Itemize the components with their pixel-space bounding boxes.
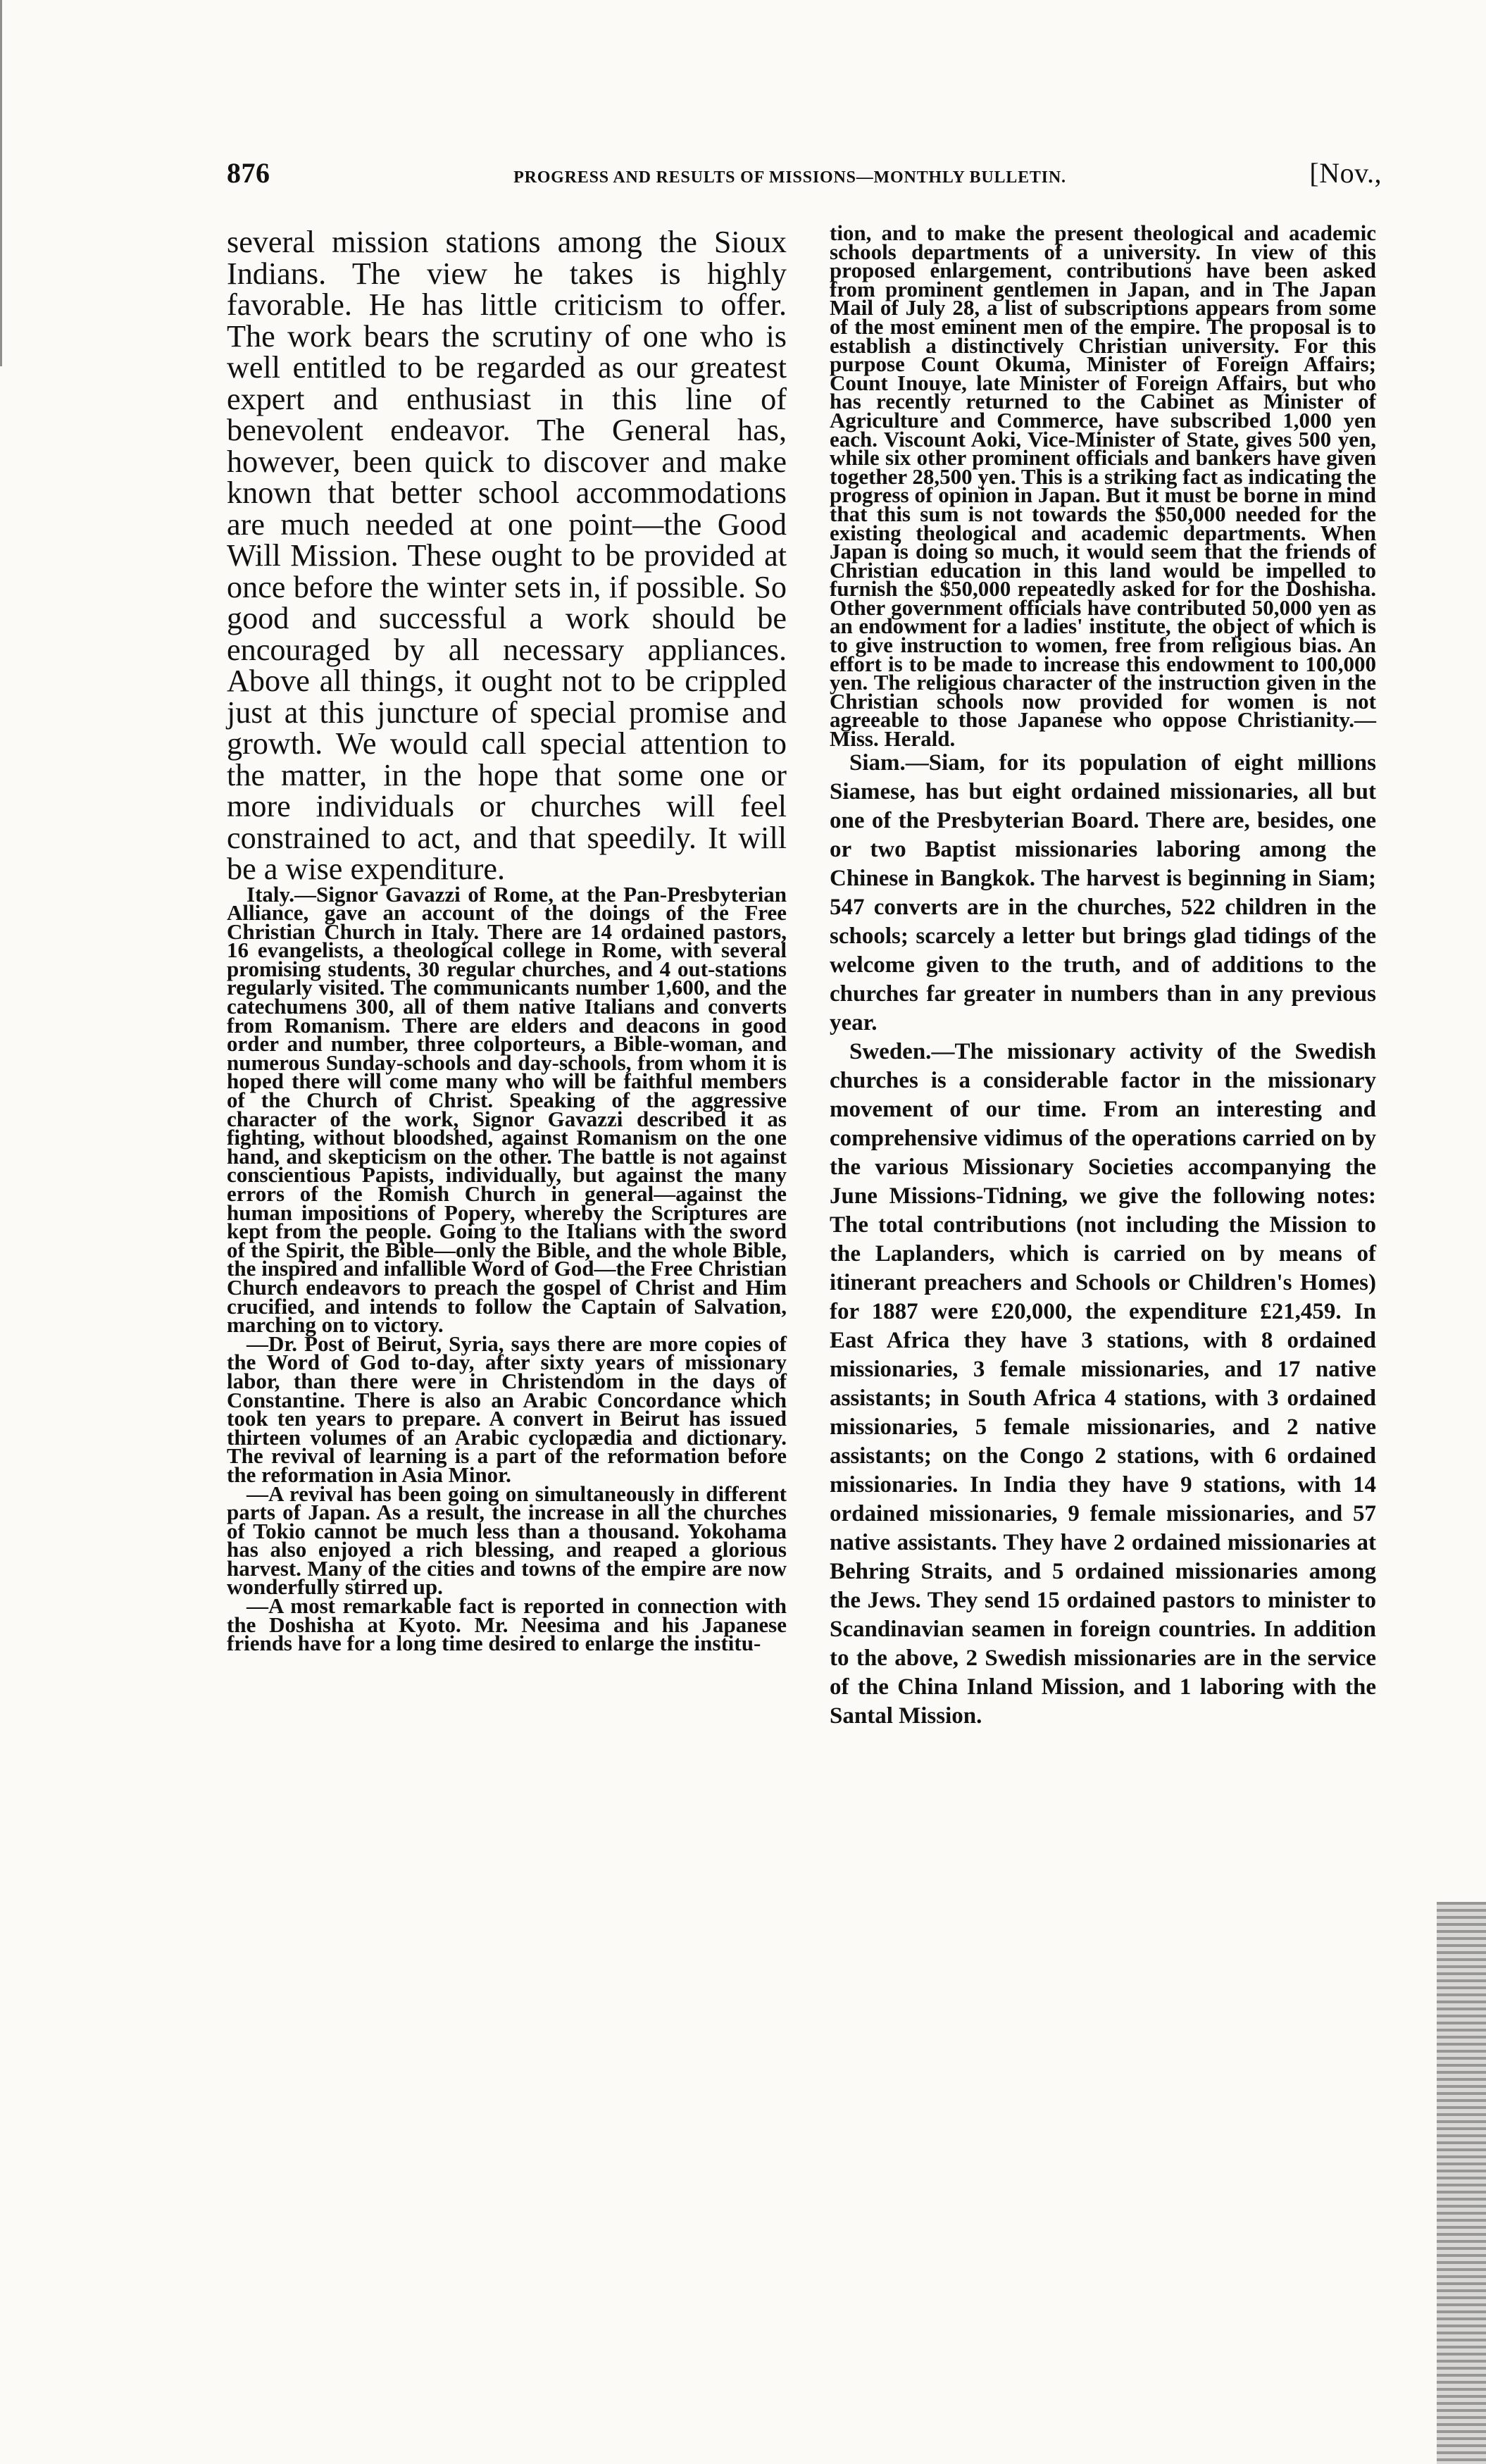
paragraph-doshisha-continued: tion, and to make the present theological and academic schools departments of a university. In view of this proposed enlargement, contributions have been asked from prominent gentlemen in Japan, and in The Japan Mail of July 28, a list of subscriptions appears from some of the most eminent men of the empire. The proposal is to establish a distinctively Christian university. For this purpose Count Okuma, Minister of Foreign Affairs; Count Inouye, late Minister of Foreign Affairs, but who has recently returned to the Cabinet as Minister of Agriculture and Commerce, have subscribed 1,000 yen each. Viscount Aoki, Vice-Minister of State, gives 500 yen, while six other prominent officials and bankers have given together 28,500 yen. This is a striking fact as indicating the progress of opinion in Japan. But it must be borne in mind that this sum is not towards the $50,000 needed for the existing theological and academic departments. When Japan is doing so much, it would seem that the friends of Christian education in this land would be impelled to furnish the $50,000 repeatedly asked for for the Doshisha. Other government officials have contributed 50,000 yen as an endowment for a ladies' institute, the object of which is to give instruction to women, free from religious bias. An effort is to be made to increase this endowment to 100,000 yen. The religious character of the instruction given in the Christian schools now provided for women is not agreeable to those Japanese who oppose Christianity.—Miss. Herald. xyxy=(830,220,1376,752)
paragraph-sweden xyxy=(830,1038,1376,1731)
scan-edge-left xyxy=(0,0,12,366)
paragraph-doshisha: —A most remarkable fact is reported in connection with the Doshisha at Kyoto. Mr. Neesima and his Japanese friends have for a long time desired to enlarge the institu- xyxy=(227,1593,787,1656)
paragraph-siam-body: —Siam, for its population of eight millions Siamese, has but eight ordained missionaries, all but one of the Presbyterian Board. There are, besides, one or two Baptist missionaries laboring among the Chinese in Bangkok. The harvest is beginning in Siam; 547 converts are in the churches, 522 children in the schools; scarcely a letter but brings glad tidings of the welcome given to the truth, and of additions to the churches far greater in numbers than in any previous year. xyxy=(830,749,1376,1035)
paragraph-siam xyxy=(830,749,1376,1038)
header-month: [Nov., xyxy=(1309,157,1382,189)
paragraph-beirut: —Dr. Post of Beirut, Syria, says there are more copies of the Word of God to-day, after sixty years of missionary labor, than there were in Christendom in the days of Constantine. There is also an Arabic Concordance which took ten years to prepare. A convert in Beirut has issued thirteen volumes of an Arabic cyclopædia and dictionary. The revival of learning is a part of the reformation before the reformation in Asia Minor. xyxy=(227,1331,787,1487)
paragraph-japan-revival: —A revival has been going on simultaneously in different parts of Japan. As a result, the increase in all the churches of Tokio cannot be much less than a thousand. Yokohama has also enjoyed a rich blessing, and reaped a glorious harvest. Many of the cities and towns of the empire are now wonderfully stirred up. xyxy=(227,1481,787,1600)
section-head-sweden: Sweden. xyxy=(849,1038,932,1064)
left-column xyxy=(227,225,787,1656)
paragraph-sioux-missions: several mission stations among the Sioux Indians. The view he takes is highly favorable. He has little criticism to offer. The work bears the scrutiny of one who is well entitled to be regarded as our greatest expert and enthusiast in this line of benevolent endeavor. The General has, however, been quick to discover and make known that better school accommodations are much needed at one point—the Good Will Mission. These ought to be provided at once before the winter sets in, if possible. So good and successful a work should be encouraged by all necessary appliances. Above all things, it ought not to be crippled just at this juncture of special promise and growth. We would call special attention to the matter, in the hope that some one or more individuals or churches will feel constrained to act, and that speedily. It will be a wise expenditure. xyxy=(227,225,787,886)
section-head-italy: Italy. xyxy=(246,881,295,907)
page-number: 876 xyxy=(227,157,270,189)
running-header xyxy=(227,156,1382,189)
section-head-siam: Siam. xyxy=(849,749,906,776)
paragraph-italy xyxy=(227,881,787,1338)
paragraph-sweden-body: —The missionary activity of the Swedish churches is a considerable factor in the missionary movement of our time. From an interesting and comprehensive vidimus of the operations carried on by the various Missionary Societies accompanying the June Missions-Tidning, we give the following notes: The total contributions (not including the Mission to the Laplanders, which is carried on by means of itinerant preachers and Schools or Children's Homes) for 1887 were £20,000, the expenditure £21,459. In East Africa they have 3 stations, with 8 ordained missionaries, 3 female missionaries, and 17 native assistants; in South Africa 4 stations, with 3 ordained missionaries, 5 female missionaries, and 2 native assistants; on the Congo 2 stations, with 6 ordained missionaries. In India they have 9 stations, with 14 ordained missionaries, 9 female missionaries, and 57 native assistants. They have 2 ordained missionaries at Behring Straits, and 5 ordained missionaries among the Jews. They send 15 ordained pastors to minister to Scandinavian seamen in foreign countries. In addition to the above, 2 Swedish missionaries are in the service of the China Inland Mission, and 1 laboring with the Santal Mission. xyxy=(830,1038,1376,1729)
running-title: PROGRESS AND RESULTS OF MISSIONS—MONTHLY BULLETIN. xyxy=(513,168,1066,187)
right-column xyxy=(830,220,1376,1731)
paragraph-italy-body: —Signor Gavazzi of Rome, at the Pan-Presbyterian Alliance, gave an account of the doings of the Free Christian Church in Italy. There are 14 ordained pastors, 16 evangelists, a theological college in Rome, with several promising students, 30 regular churches, and 4 out-stations regularly visited. The communicants number 1,600, and the catechumens 300, all of them native Italians and converts from Romanism. There are elders and deacons in good order and number, three colporteurs, a Bible-woman, and numerous Sunday-schools and day-schools, from whom it is hoped there will come many who will be faithful members of the Church of Christ. Speaking of the aggressive character of the work, Signor Gavazzi described it as fighting, without bloodshed, against Romanism on the one hand, and skepticism on the other. The battle is not against conscientious Papists, individually, but against the many errors of the Romish Church in general—against the human impositions of Popery, whereby the Scriptures are kept from the people. Going to the Italians with the sword of the Spirit, the Bible—only the Bible, and the whole Bible, the inspired and infallible Word of God—the Free Christian Church endeavors to preach the gospel of Christ and Him crucified, and intends to follow the Captain of Salvation, marching on to victory. xyxy=(227,881,787,1338)
scan-edge-right xyxy=(1437,1902,1486,2464)
